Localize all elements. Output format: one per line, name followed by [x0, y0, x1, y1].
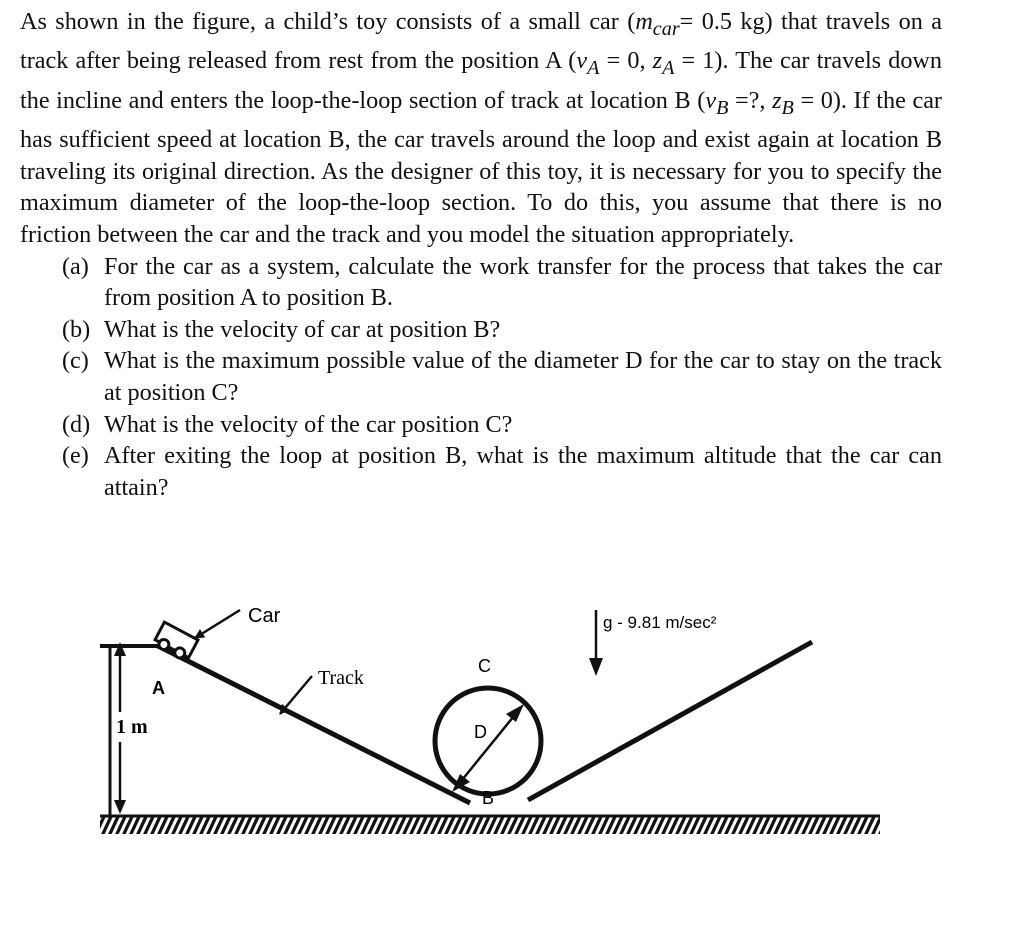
point-d-label: D: [474, 722, 487, 742]
track-leader: [280, 676, 312, 714]
question-label: (d): [62, 410, 91, 438]
ground-hatching: [100, 816, 880, 834]
gravity-arrow-head: [589, 658, 603, 676]
question-a: [62, 251, 942, 314]
question-text: What is the velocity of the car position C?: [104, 410, 513, 438]
question-list: [20, 251, 942, 504]
question-text: What is the velocity of car at position B?: [104, 315, 501, 343]
question-text: After exiting the loop at position B, what is the maximum altitude that the car can attain?: [104, 442, 942, 501]
loop-circle: [435, 688, 541, 794]
question-b: [62, 314, 942, 346]
point-c-label: C: [478, 656, 491, 676]
question-d: [62, 409, 942, 441]
problem-statement: [20, 6, 942, 503]
diameter-arrow: [462, 716, 514, 780]
question-e: [62, 440, 942, 503]
point-b-label: B: [482, 788, 495, 808]
question-label: (b): [62, 315, 91, 343]
point-a-label: A: [152, 678, 165, 698]
gravity-label: g - 9.81 m/sec²: [603, 613, 717, 632]
question-label: (e): [62, 442, 89, 470]
car-leader: [195, 610, 240, 638]
exit-track: [528, 642, 812, 800]
car-label: Car: [248, 605, 281, 627]
incline-track: [158, 646, 470, 803]
question-label: (c): [62, 347, 89, 375]
question-label: (a): [62, 252, 89, 280]
diameter-arrow-head-1: [506, 704, 524, 722]
question-text: What is the maximum possible value of the diameter D for the car to stay on the track at position C?: [104, 347, 942, 407]
loop-track-figure: [0, 560, 1024, 850]
track-label: Track: [318, 667, 364, 689]
height-label: 1 m: [116, 716, 148, 738]
question-c: [62, 345, 942, 408]
problem-intro: As shown in the figure, a child’s toy consists of a small car ($m_{car}= 0.5$ kg) that travels on a track after being released from rest from the position A ($v_A = 0$, $z_A = 1$). The car travels down the incline and enters the loop-the-loop section of track at location B ($v_B$ =?, $z_B = 0$). If the car has sufficient speed at location B, the car travels around the loop and exist again at location B traveling its original direction. As the designer of this toy, it is necessary for you to specify the maximum diameter of the loop-the-loop section. To do this, you assume that there is no friction between the car and the track and you model the situation appropriately.: [20, 8, 942, 249]
height-arrow-down-head: [114, 800, 126, 814]
toy-car: [153, 622, 198, 662]
question-text: For the car as a system, calculate the work transfer for the process that takes the car from position A to position B.: [104, 252, 942, 312]
